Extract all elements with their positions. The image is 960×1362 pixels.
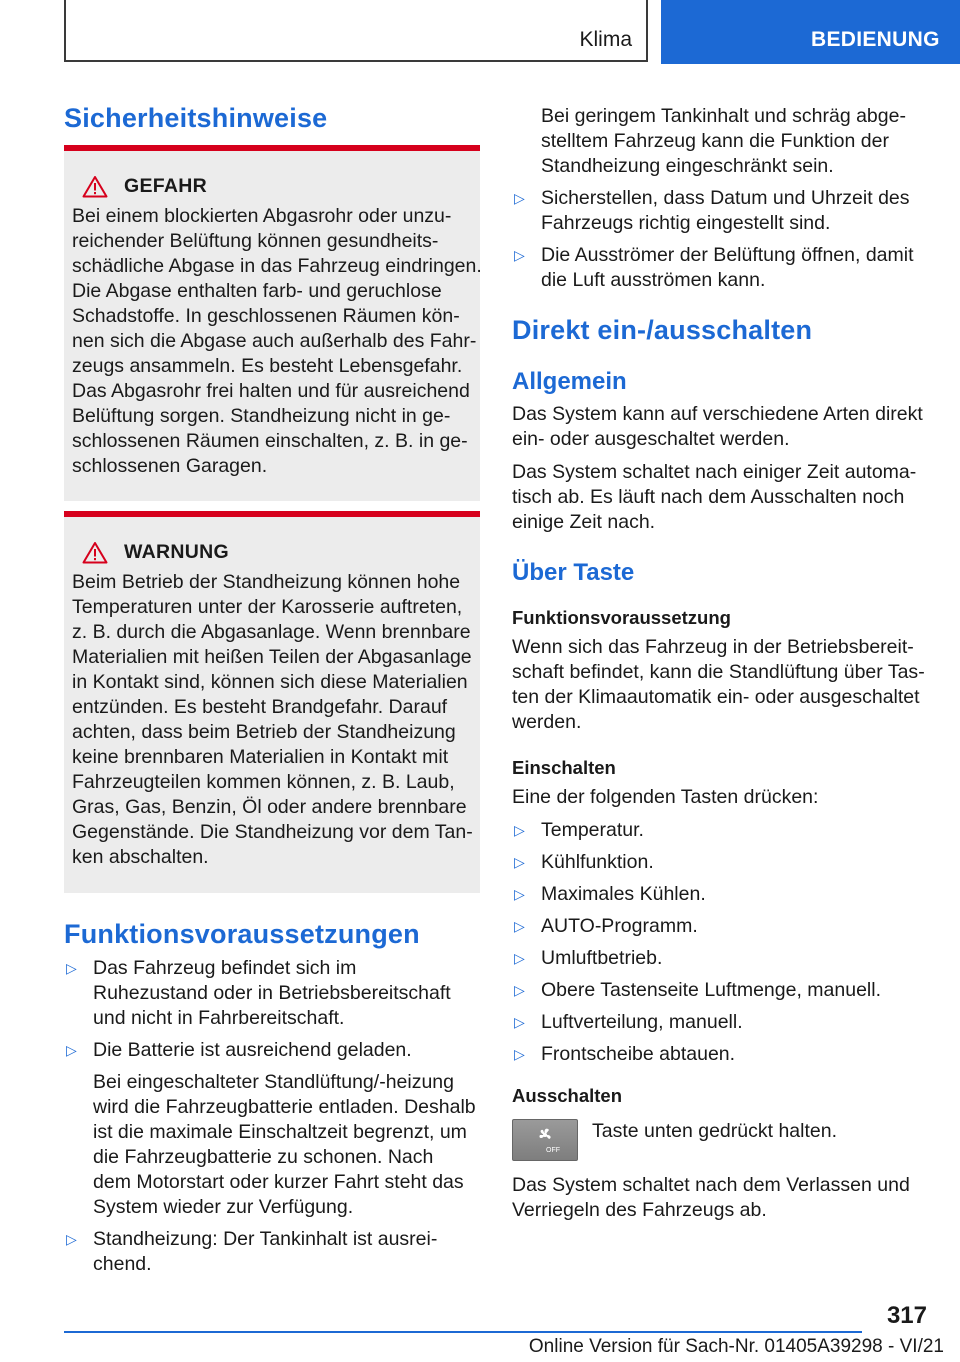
prereq-title: Funktionsvoraussetzungen xyxy=(64,919,420,949)
on-title: Einschalten xyxy=(512,757,616,778)
bullet-triangle-icon: ▷ xyxy=(514,1046,525,1062)
paragraph-line: reichender Belüftung können gesundheits- xyxy=(72,230,439,252)
list-item: ▷ Umluftbetrieb. xyxy=(514,947,663,969)
paragraph-line: Temperaturen unter der Karosserie auftreten, xyxy=(72,596,463,618)
off-instruction: Taste unten gedrückt halten. xyxy=(592,1120,837,1142)
bullet-triangle-icon: ▷ xyxy=(66,1231,77,1247)
list-item: ▷ Die Ausströmer der Belüftung öffnen, damit die Luft ausströmen kann. xyxy=(514,244,914,291)
bullet-triangle-icon: ▷ xyxy=(514,918,525,934)
off-title: Ausschalten xyxy=(512,1085,623,1106)
paragraph-line: schlossenen Räumen einschalten, z. B. in ge- xyxy=(72,430,468,452)
paragraph-line: entzünden. Es besteht Brandgefahr. Darauf xyxy=(72,696,448,718)
bullet-triangle-icon: ▷ xyxy=(514,1014,525,1030)
danger-text xyxy=(72,204,482,479)
paragraph-line: ken abschalten. xyxy=(72,846,209,868)
list-item: ▷ Standheizung: Der Tankinhalt ist ausreichend. xyxy=(66,1228,438,1275)
list-item: ▷ Maximales Kühlen. xyxy=(514,883,706,905)
safety-title: Sicherheitshinweise xyxy=(64,103,328,133)
func-paragraph: Wenn sich das Fahrzeug in der Betriebsbereitschaft befindet, kann die Standlüftung über Tasten der Klimaautomatik ein- oder ausgeschaltet werden. xyxy=(512,636,925,733)
paragraph-line: Fahrzeugteilen kommen können, z. B. Laub, xyxy=(72,771,455,793)
warning-label: WARNUNG xyxy=(124,541,230,563)
func-title: Funktionsvoraussetzung xyxy=(512,607,731,628)
bullet-triangle-icon: ▷ xyxy=(514,822,525,838)
battery-note: Bei eingeschalteter Standlüftung/-heizung wird die Fahrzeugbatterie entladen. Deshalb ist die maximale Einschaltzeit begrenzt, um die Fahrzeugbatterie zu schonen. Nach dem Motorstart oder kurzer Fahrt steht das System wieder zur Verfügung. xyxy=(93,1071,476,1218)
bullet-triangle-icon: ▷ xyxy=(514,854,525,870)
general-paragraph-1: Das System kann auf verschiedene Arten direkt ein- oder ausgeschaltet werden. xyxy=(512,403,923,450)
list-item: ▷ Frontscheibe abtauen. xyxy=(514,1043,736,1065)
footer-divider xyxy=(64,1331,862,1333)
danger-label: GEFAHR xyxy=(124,175,208,197)
danger-box xyxy=(64,145,480,501)
bullet-triangle-icon: ▷ xyxy=(514,950,525,966)
footer-text: Online Version für Sach-Nr. 01405A39298 - VI/21 xyxy=(528,1336,944,1357)
paragraph-line: z. B. durch die Abgasanlage. Wenn brennbare xyxy=(72,621,471,643)
on-list xyxy=(512,818,926,1067)
list-item: ▷ Die Batterie ist ausreichend geladen. xyxy=(66,1039,412,1061)
list-item: ▷ AUTO-Programm. xyxy=(514,915,698,937)
off-paragraph: Das System schaltet nach dem Verlassen und Verriegeln des Fahrzeugs ab. xyxy=(512,1174,910,1221)
paragraph-line: Schadstoffe. In geschlossenen Räumen kön- xyxy=(72,305,460,327)
bullet-triangle-icon: ▷ xyxy=(514,190,525,206)
chapter-title: Klima xyxy=(579,28,632,51)
bullet-triangle-icon: ▷ xyxy=(66,1042,77,1058)
paragraph-line: keine brennbaren Materialien in Kontakt mit xyxy=(72,746,449,768)
list-item: ▷ Kühlfunktion. xyxy=(514,851,654,873)
bullet-triangle-icon: ▷ xyxy=(514,886,525,902)
warning-triangle-icon xyxy=(82,541,108,564)
paragraph-line: Bei einem blockierten Abgasrohr oder unzu- xyxy=(72,205,452,227)
fan-off-icon xyxy=(513,1120,577,1160)
warning-box xyxy=(64,511,480,893)
ac-off-button-image xyxy=(512,1119,578,1161)
page-number: 317 xyxy=(886,1302,927,1329)
prereq-list xyxy=(64,956,476,1284)
list-item: ▷ Temperatur. xyxy=(514,819,644,841)
paragraph-line: Das Abgasrohr frei halten und für ausreichend xyxy=(72,380,470,402)
tank-note: Bei geringem Tankinhalt und schräg abgestelltem Fahrzeug kann die Funktion der Standheizung eingeschränkt sein. xyxy=(541,105,906,177)
paragraph-line: Die Abgase enthalten farb- und geruchlose xyxy=(72,280,442,302)
header-chapter-box xyxy=(64,0,648,62)
section-tab: BEDIENUNG xyxy=(661,0,960,64)
on-intro: Eine der folgenden Tasten drücken: xyxy=(512,786,819,808)
button-title: Über Taste xyxy=(512,559,635,586)
bullet-triangle-icon: ▷ xyxy=(66,960,77,976)
paragraph-line: Gegenstände. Die Standheizung vor dem Tan- xyxy=(72,821,473,843)
paragraph-line: Gras, Gas, Benzin, Öl oder andere brennbare xyxy=(72,796,467,818)
paragraph-line: schlossenen Garagen. xyxy=(72,455,268,477)
warning-text xyxy=(72,570,472,870)
paragraph-line: schädliche Abgase in das Fahrzeug eindringen. xyxy=(72,255,482,277)
bullet-triangle-icon: ▷ xyxy=(514,247,525,263)
bullet-triangle-icon: ▷ xyxy=(514,982,525,998)
right-column xyxy=(512,104,926,1223)
paragraph-line: Beim Betrieb der Standheizung können hohe xyxy=(72,571,461,593)
list-item: ▷ Obere Tastenseite Luftmenge, manuell. xyxy=(514,979,882,1001)
warning-triangle-icon xyxy=(82,175,108,198)
paragraph-line: zeugs ansammeln. Es besteht Lebensgefahr. xyxy=(72,355,463,377)
list-item: ▷ Das Fahrzeug befindet sich im Ruhezustand oder in Betriebsbereitschaft und nicht in Fahrbereitschaft. xyxy=(66,957,451,1029)
general-title: Allgemein xyxy=(512,368,627,395)
paragraph-line: in Kontakt sind, können sich diese Materialien xyxy=(72,671,468,693)
paragraph-line: achten, dass beim Betrieb der Standheizung xyxy=(72,721,456,743)
list-item: ▷ Luftverteilung, manuell. xyxy=(514,1011,743,1033)
list-item: ▷ Sicherstellen, dass Datum und Uhrzeit des Fahrzeugs richtig eingestellt sind. xyxy=(514,187,910,234)
paragraph-line: nen sich die Abgase auch außerhalb des Fahr- xyxy=(72,330,477,352)
direct-title: Direkt ein-/ausschalten xyxy=(512,315,813,345)
svg-text:OFF: OFF xyxy=(546,1147,560,1154)
off-row xyxy=(512,1119,926,1161)
general-paragraph-2: Das System schaltet nach einiger Zeit automatisch ab. Es läuft nach dem Ausschalten noch einige Zeit nach. xyxy=(512,461,917,533)
paragraph-line: Belüftung sorgen. Standheizung nicht in ge- xyxy=(72,405,451,427)
paragraph-line: Materialien mit heißen Teilen der Abgasanlage xyxy=(72,646,472,668)
